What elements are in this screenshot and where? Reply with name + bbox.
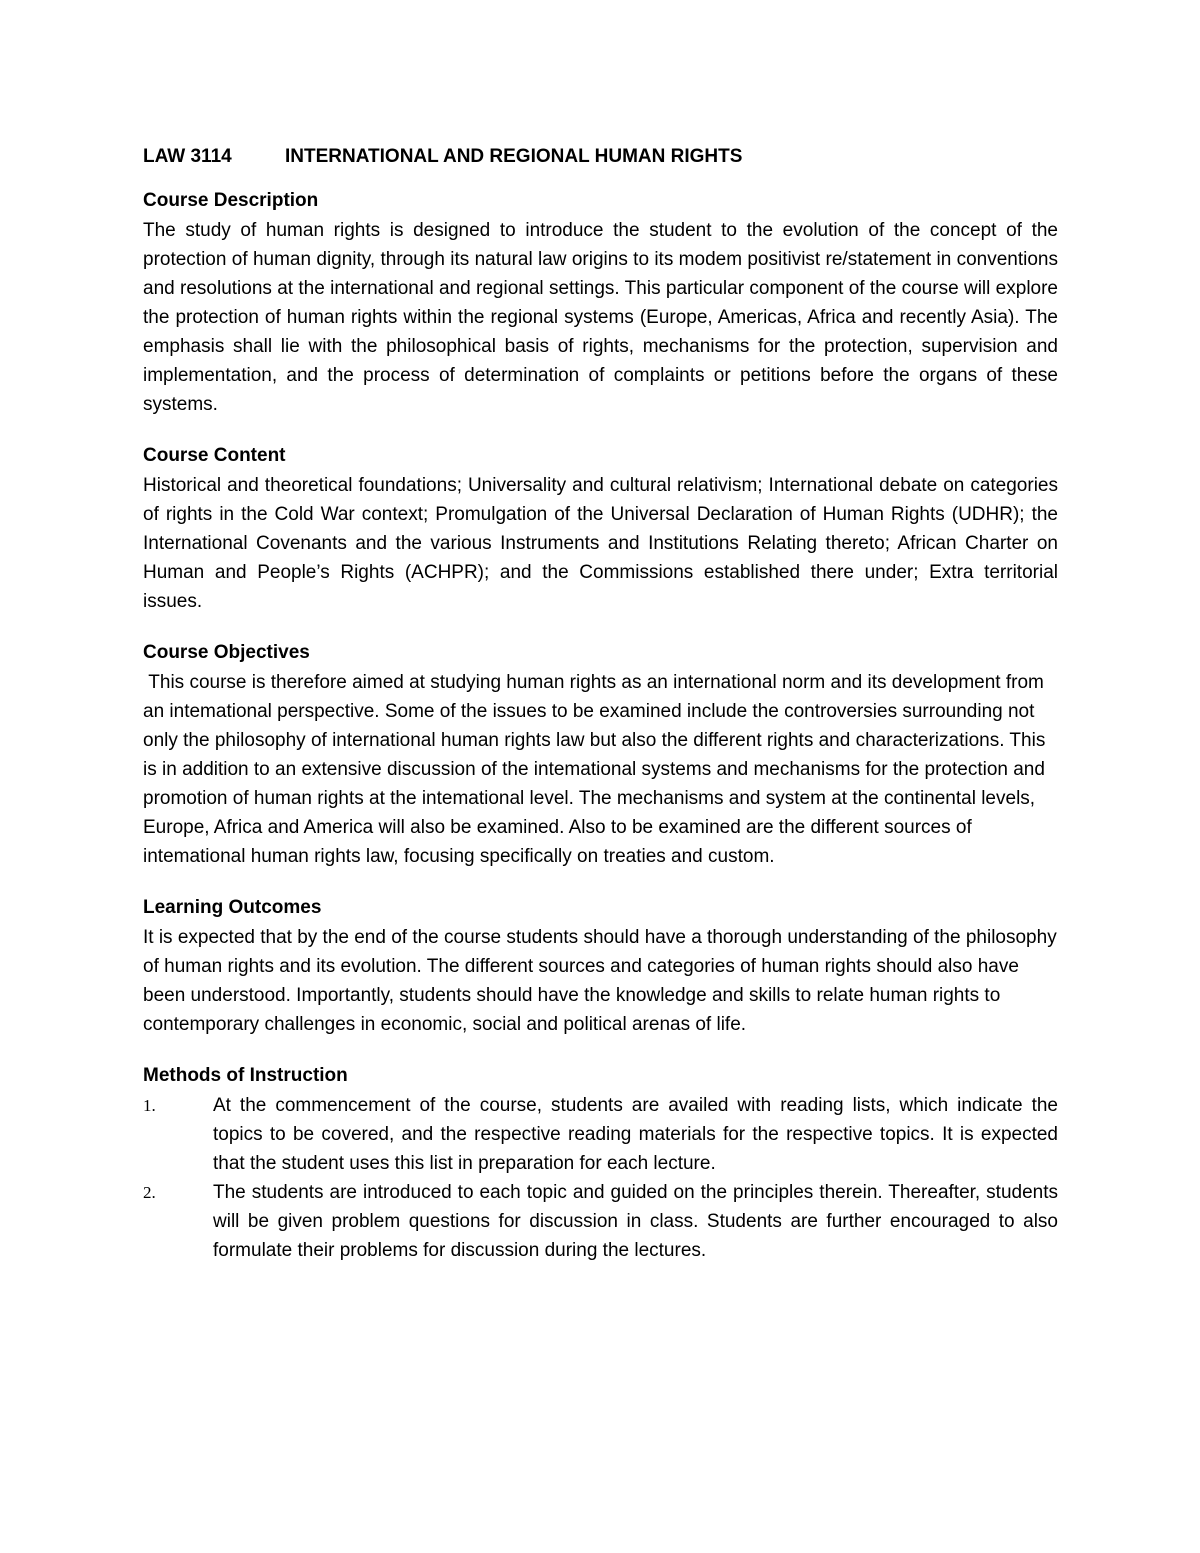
list-item (143, 1178, 1058, 1265)
section-heading: Course Content (143, 445, 286, 466)
section-learning-outcomes (143, 893, 1058, 1039)
section-course-description (143, 186, 1058, 419)
list-item-text: At the commencement of the course, students are availed with reading lists, which indicate the topics to be covered, and the respective reading materials for the respective topics. It is expected that the student uses this list in preparation for each lecture. (213, 1095, 1058, 1174)
section-heading: Course Objectives (143, 642, 310, 663)
section-body: It is expected that by the end of the course students should have a thorough understanding of the philosophy of human rights and its evolution. The different sources and categories of human rights should also have been understood. Importantly, students should have the knowledge and skills to relate human rights to contemporary challenges in economic, social and political arenas of life. (143, 927, 1057, 1035)
methods-list (143, 1091, 1058, 1265)
course-code: LAW 3114 (143, 146, 232, 167)
list-item (143, 1091, 1058, 1178)
section-body: Historical and theoretical foundations; Universality and cultural relativism; International debate on categories of rights in the Cold War context; Promulgation of the Universal Declaration of Human Rights (UDHR); the International Covenants and the various Instruments and Institutions Relating thereto; African Charter on Human and People’s Rights (ACHPR); and the Commissions established there under; Extra territorial issues. (143, 475, 1058, 612)
document-page (143, 142, 1058, 1287)
section-body: The study of human rights is designed to introduce the student to the evolution of the concept of the protection of human dignity, through its natural law origins to its modem positivist re/statement in conventions and resolutions at the international and regional settings. This particular component of the course will explore the protection of human rights within the regional systems (Europe, Americas, Africa and recently Asia). The emphasis shall lie with the philosophical basis of rights, mechanisms for the protection, supervision and implementation, and the process of determination of complaints or petitions before the organs of these systems. (143, 220, 1058, 415)
section-body: This course is therefore aimed at studying human rights as an international norm and its development from an intemational perspective. Some of the issues to be examined include the controversies surrounding not only the philosophy of international human rights law but also the different rights and characterizations. This is in addition to an extensive discussion of the intemational systems and mechanisms for the protection and promotion of human rights at the intemational level. The mechanisms and system at the continental levels, Europe, Africa and America will also be examined. Also to be examined are the different sources of intemational human rights law, focusing specifically on treaties and custom. (143, 672, 1051, 867)
section-course-objectives (143, 638, 1058, 871)
list-item-text: The students are introduced to each topic and guided on the principles therein. Thereafter, students will be given problem questions for discussion in class. Students are further encouraged to also formulate their problems for discussion during the lectures. (213, 1182, 1058, 1261)
course-title: INTERNATIONAL AND REGIONAL HUMAN RIGHTS (285, 146, 743, 167)
list-item-number: 1. (143, 1096, 156, 1115)
document-title (143, 142, 1058, 172)
section-heading: Course Description (143, 190, 319, 211)
list-item-number: 2. (143, 1183, 156, 1202)
section-course-content (143, 441, 1058, 616)
section-heading: Learning Outcomes (143, 897, 322, 918)
section-heading: Methods of Instruction (143, 1065, 348, 1086)
section-methods-of-instruction (143, 1061, 1058, 1265)
